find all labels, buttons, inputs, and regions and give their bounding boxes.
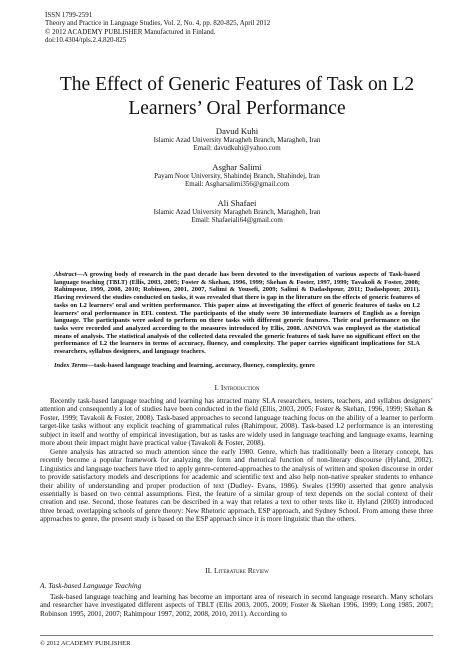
author-name: Davud Kuhi: [215, 126, 259, 136]
journal-header: [45, 11, 270, 44]
author-name: Ali Shafaei: [217, 197, 257, 208]
author-email: Email: davudkuhi@yahoo.com: [193, 144, 281, 153]
footer-rule: [40, 635, 433, 636]
abstract-text: —A growing body of research in the past decade has been devoted to the investigation of various aspects of Task-based language teaching (TBLT) (Ellis, 2003, 2005; Foster & Skehan, 1996, 1999; Skehan & Foster, 1997, 1999; Tavakoli & Foster, 2008; Rahimpour, 1999, 2008, 2010; Robinson, 2001, 2007, Salimi & Yousefi, 2009; Salimi & Dadashpour, 2011; Dadashpour, 2011). Having reviewed the studies conducted on tasks, it was revealed that there is gap in the literature on the effects of generic features of tasks on L2 learners’ oral and written performance. This paper aims at investigating the effect of generic features of tasks on L2 learners’ oral performance in EFL context. The participants of the study were 30 intermediate learners of English as a foreign language. The participants were asked to perform on three tasks with different generic features. Their oral performance on the tasks were recorded and analyzed according to the measures introduced by Ellis, 2008. ANNOVA was employed as the statistical means of analysis. The statistical analysis of the collected data revealed the generic features of task have no significant effect on the performance of L2 the learners in terms of accuracy, fluency, and complexity. The paper carries significant implications for SLA researchers, syllabus designers, and language teachers.: [54, 271, 420, 356]
index-terms-text: —task-based language teaching and learning, accuracy, fluency, complexity, genre: [87, 362, 315, 369]
section-heading-introduction: I. Introduction: [214, 383, 260, 392]
author-affiliation: Islamic Azad University Maragheh Branch, Maragheh, Iran: [153, 136, 321, 144]
index-terms: [54, 362, 420, 370]
section-heading-literature-review: II. Literature Review: [205, 566, 269, 575]
page-footer: © 2012 ACADEMY PUBLISHER: [40, 640, 131, 647]
subsection-heading: A. Task-based Language Teaching: [40, 581, 142, 590]
copyright-line: © 2012 ACADEMY PUBLISHER Manufactured in Finland.: [45, 27, 216, 36]
paragraph: Genre analysis has attracted so much attention since the early 1980. Genre, which has traditionally been a literary concept, has recently become a popular framework for analyzing the form and rhetorical function of non-literary discourse (Hyland, 2002). Linguistics and language teachers have tried to apply genre-centered-approaches to the analysis of written and spoken discourse in order to provide satisfactory models and descriptions for academic and scientific text and also help non-native speaker students to enhance their ability of understanding and proper production of text (Dudley- Evans, 1986). Swales (1990) asserted that genre analysis essentially is based on two central assumptions. First, the feature of a similar group of text depends on the social context of their creation and use. Second, those features can be described in a way that relates a text to other texts like it. Hyland (2003) introduced three broad, overlapping schools of genre theory: New Rhetoric approach, ESP approach, and Sydney School. From among these three approaches to genre, the present study is based on the ESP approach since it is more linguistic than the others.: [40, 447, 433, 524]
author-email: Email: Asgharsalimi356@gmail.com: [184, 180, 290, 189]
abstract: [54, 271, 420, 356]
title-line-2: Learners’ Oral Performance: [128, 98, 346, 119]
abstract-label: Abstract: [54, 271, 77, 278]
author-block: [0, 126, 474, 153]
introduction-body: [40, 397, 433, 524]
author-block: [0, 162, 474, 189]
author-email: Email: Shafaeiali64@gmail.com: [191, 216, 283, 225]
title-line-1: The Effect of Generic Features of Task on L2: [59, 74, 415, 95]
paper-title: [30, 73, 444, 121]
journal-citation: Theory and Practice in Language Studies, Vol. 2, No. 4, pp. 820-825, April 2012: [45, 19, 271, 28]
author-block: [0, 198, 474, 225]
author-list: [0, 126, 474, 233]
paragraph: Recently task-based language teaching and learning has attracted many SLA researchers, testers, teachers, and syllabus designers’ attention and consequently a lot of studies have been conducted in the field (Ellis, 2003, 2005; Foster & Skehan, 1996, 1999; Skehan & Foster, 1999; Tavakoli & Foster, 2008). Task-based approaches to second language teaching focus on the ability of a learner to perform target-like tasks without any explicit teaching of grammatical rules (Rahimpour, 2008). Task-based L2 performance is an interesting subject in itself and worthy of empirical investigation, but as tasks are widely used in language teaching and language exams, learning more about their impact might have practical value (Tavakoli & Foster, 2008).: [40, 397, 433, 448]
author-name: Asghar Salimi: [212, 161, 262, 172]
issn: ISSN 1799-2591: [45, 11, 93, 19]
literature-review-body: [40, 593, 433, 618]
author-affiliation: Islamic Azad University Maragheh Branch, Maragheh, Iran: [153, 207, 321, 216]
author-affiliation: Payam Noor University, Shahindej Branch, Shahindej, Iran: [154, 171, 320, 180]
paragraph: Task-based language teaching and learning has become an important area of research in second language research. Many scholars and researcher have investigated different aspects of TBLT (Ellis 2003, 2005, 2009; Foster & Skehan 1996, 1999; Long 1985, 2007; Robinson 1995, 2001, 2007; Rahimpour 1997, 2002, 2008, 2010, 2011). According to: [40, 593, 433, 618]
doi: doi:10.4304/tpls.2.4.820-825: [45, 35, 127, 44]
index-terms-label: Index Terms: [54, 362, 88, 369]
